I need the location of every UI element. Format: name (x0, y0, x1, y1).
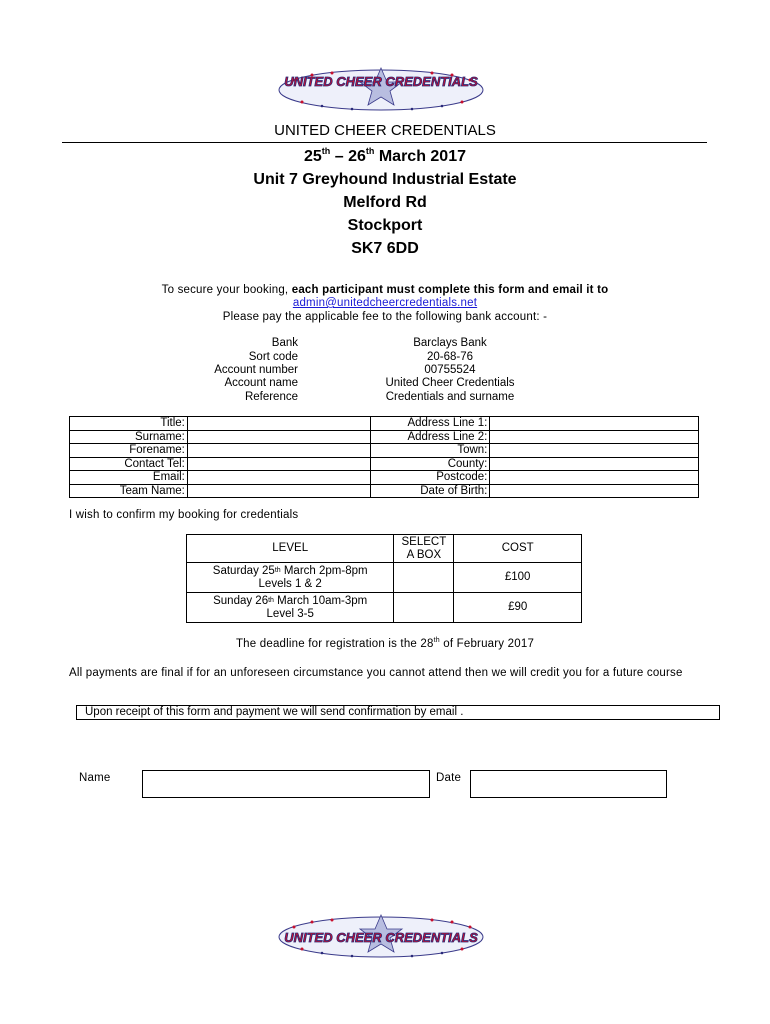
bank-label: Bank (271, 337, 298, 349)
sort-code-label: Sort code (248, 351, 298, 363)
venue-line-1: Unit 7 Greyhound Industrial Estate (253, 171, 517, 188)
contact-tel-field[interactable] (187, 457, 370, 471)
date-of-birth-field[interactable] (490, 484, 699, 498)
team-name-field[interactable] (187, 484, 370, 498)
account-number-value: 00755524 (424, 364, 476, 376)
name-label: Name (79, 772, 111, 784)
town-label: Town: (370, 444, 490, 458)
account-name-value: United Cheer Credentials (385, 377, 515, 389)
table-row (70, 457, 699, 471)
saturday-cost: £100 (454, 563, 582, 593)
address-line-1-label: Address Line 1: (370, 417, 490, 431)
title-divider (62, 142, 707, 143)
pay-instruction: Please pay the applicable fee to the following bank account: - (222, 311, 548, 323)
saturday-session: Saturday 25th March 2pm-8pm Levels 1 & 2 (187, 563, 394, 593)
team-name-label: Team Name: (70, 484, 188, 498)
select-header: SELECT A BOX (394, 535, 454, 563)
date-input[interactable] (470, 770, 667, 798)
title-label: Title: (70, 417, 188, 431)
cost-header: COST (454, 535, 582, 563)
date-of-birth-label: Date of Birth: (370, 484, 490, 498)
table-row (70, 430, 699, 444)
surname-label: Surname: (70, 430, 188, 444)
venue-postcode: SK7 6DD (351, 240, 419, 257)
venue-line-3: Stockport (347, 217, 423, 234)
event-title: UNITED CHEER CREDENTIALS (274, 122, 496, 139)
address-line-1-field[interactable] (490, 417, 699, 431)
contact-email-line (0, 297, 770, 309)
postcode-label: Postcode: (370, 471, 490, 485)
address-line-2-field[interactable] (490, 430, 699, 444)
confirm-booking-text: I wish to confirm my booking for credentials (69, 509, 299, 521)
town-field[interactable] (490, 444, 699, 458)
table-row (70, 444, 699, 458)
booking-header-row (187, 535, 582, 563)
logo-bottom (272, 913, 490, 961)
participant-details-table (69, 416, 699, 498)
sunday-session: Sunday 26th March 10am-3pm Level 3-5 (187, 593, 394, 623)
deadline-text: The deadline for registration is the 28th of February 2017 (235, 637, 535, 650)
address-line-2-label: Address Line 2: (370, 430, 490, 444)
sort-code-value: 20-68-76 (426, 351, 474, 363)
table-row (70, 417, 699, 431)
county-label: County: (370, 457, 490, 471)
level-header: LEVEL (187, 535, 394, 563)
saturday-select-box[interactable] (394, 563, 454, 593)
sunday-select-box[interactable] (394, 593, 454, 623)
bank-value: Barclays Bank (413, 337, 487, 349)
contact-email-link[interactable]: admin@unitedcheercredentials.net (292, 297, 478, 309)
svg-text:UNITED CHEER CREDENTIALS: UNITED CHEER CREDENTIALS (284, 930, 478, 945)
table-row (70, 484, 699, 498)
intro-line: To secure your booking, each participant must complete this form and email it to (161, 284, 609, 296)
venue-line-2: Melford Rd (343, 194, 427, 211)
payments-note: All payments are final if for an unforeseen circumstance you cannot attend then we will credit you for a future course (69, 667, 683, 679)
event-dates: 25th – 26th March 2017 (304, 146, 466, 165)
surname-field[interactable] (187, 430, 370, 444)
forename-label: Forename: (70, 444, 188, 458)
account-number-label: Account number (214, 364, 298, 376)
contact-tel-label: Contact Tel: (70, 457, 188, 471)
email-label: Email: (70, 471, 188, 485)
name-input[interactable] (142, 770, 430, 798)
receipt-note: Upon receipt of this form and payment we will send confirmation by email . (76, 705, 720, 720)
email-field[interactable] (187, 471, 370, 485)
table-row (70, 471, 699, 485)
booking-table (186, 534, 582, 623)
svg-text:UNITED CHEER CREDENTIALS: UNITED CHEER CREDENTIALS (284, 74, 478, 89)
account-name-label: Account name (224, 377, 298, 389)
postcode-field[interactable] (490, 471, 699, 485)
sunday-cost: £90 (454, 593, 582, 623)
table-row (187, 563, 582, 593)
date-label: Date (436, 772, 462, 784)
reference-value: Credentials and surname (385, 391, 515, 403)
forename-field[interactable] (187, 444, 370, 458)
logo-top (272, 66, 490, 114)
title-field[interactable] (187, 417, 370, 431)
reference-label: Reference (244, 391, 298, 403)
county-field[interactable] (490, 457, 699, 471)
table-row (187, 593, 582, 623)
